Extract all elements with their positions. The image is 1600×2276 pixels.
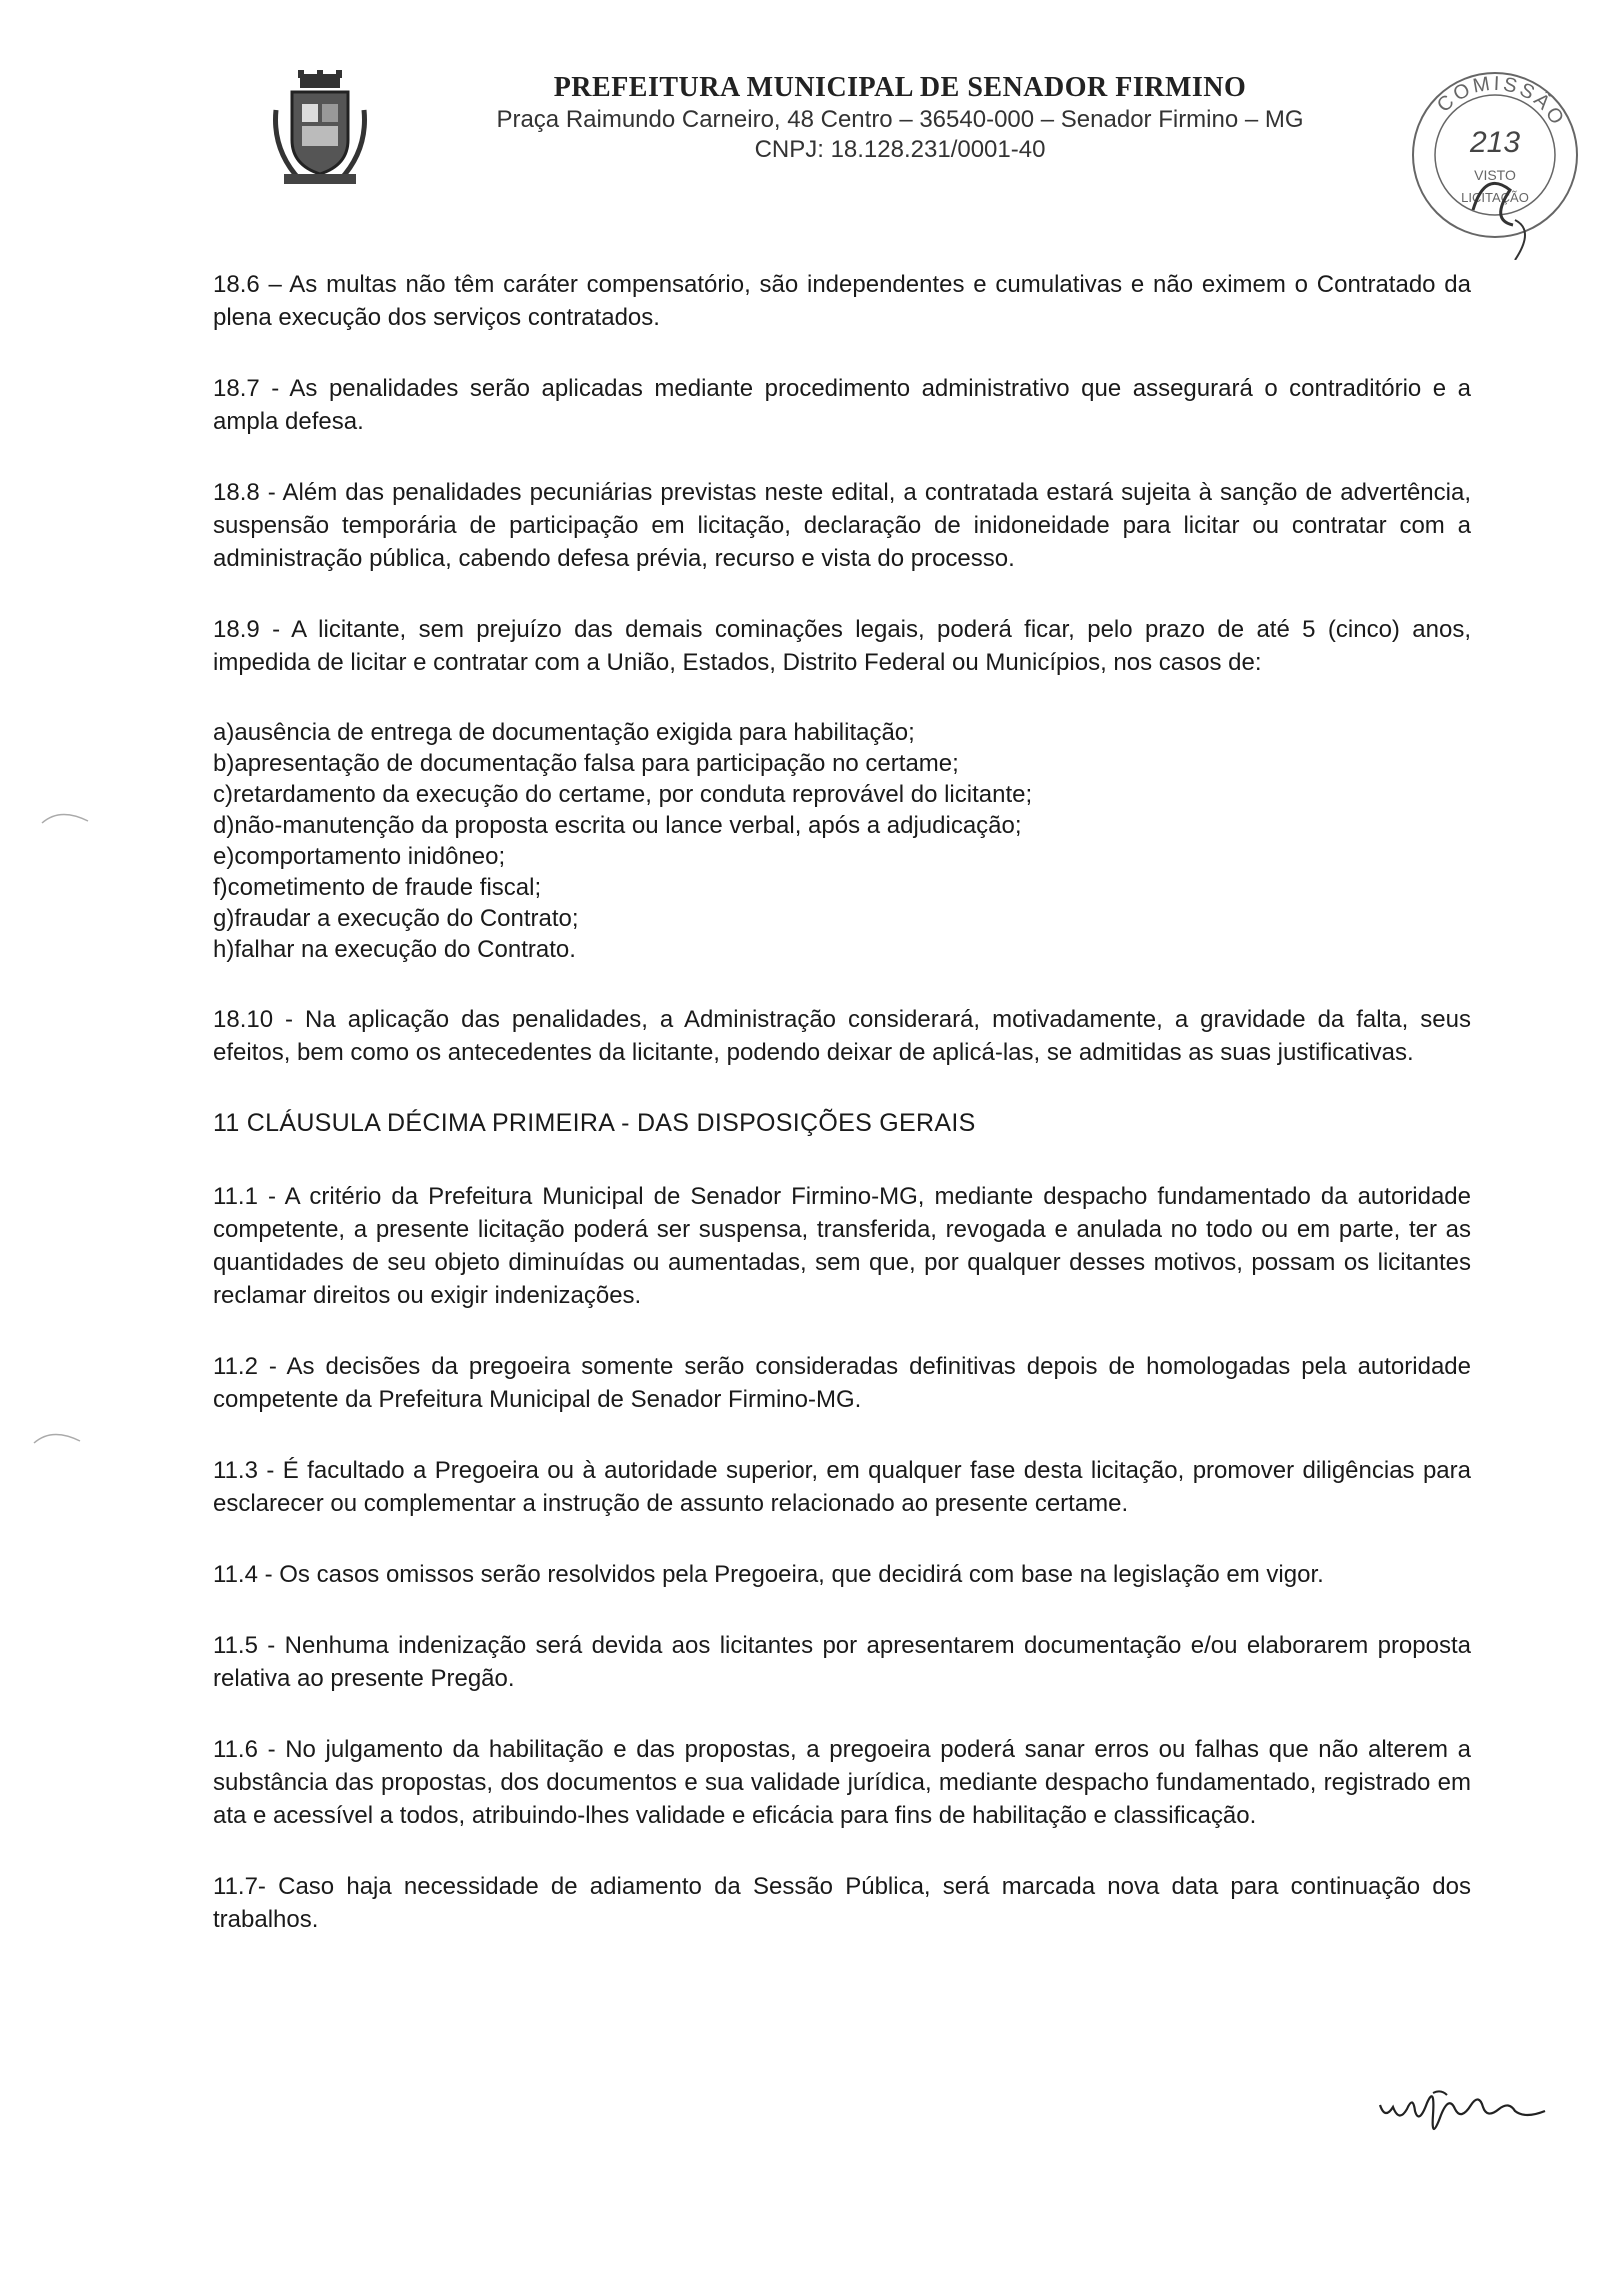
svg-text:LICITAÇÃO: LICITAÇÃO [1461,190,1529,205]
clause-11-6: 11.6 - No julgamento da habilitação e das propostas, a pregoeira poderá sanar erros ou falhas que não alterem a substância das propostas, dos documentos e sua validade jurídica, mediante despacho fundamentado, registrado em ata e acessível a todos, atribuindo-lhes validade e eficácia para fins de habilitação e classificação. [213,1736,1471,1829]
list-item: e)comportamento inidôneo; [213,843,506,870]
punch-hole-mark-icon [40,805,90,825]
list-item: b)apresentação de documentação falsa para participação no certame; [213,750,959,777]
list-item: f)cometimento de fraude fiscal; [213,874,542,901]
clause-11-1: 11.1 - A critério da Prefeitura Municipal de Senador Firmino-MG, mediante despacho fundamentado da autoridade competente, a presente licitação poderá ser suspensa, transferida, revogada e anulada no todo ou em parte, ter as quantidades de seu objeto diminuídas ou aumentadas, sem que, por qualquer desses motivos, possam os licitantes reclamar direitos ou exigir indenizações. [213,1183,1471,1309]
penalty-cases-list [213,717,1471,965]
clause-18-7: 18.7 - As penalidades serão aplicadas mediante procedimento administrativo que assegurará o contraditório e a ampla defesa. [213,375,1471,435]
letterhead-title: PREFEITURA MUNICIPAL DE SENADOR FIRMINO [553,72,1247,103]
clause-18-6: 18.6 – As multas não têm caráter compensatório, são independentes e cumulativas e não eximem o Contratado da plena execução dos serviços contratados. [213,271,1471,331]
commission-stamp [1395,60,1595,260]
clause-11-7: 11.7- Caso haja necessidade de adiamento da Sessão Pública, será marcada nova data para continuação dos trabalhos. [213,1873,1471,1933]
clause-11-5: 11.5 - Nenhuma indenização será devida aos licitantes por apresentarem documentação e/ou elaborarem proposta relativa ao presente Pregão. [213,1632,1471,1692]
punch-hole-mark-icon [32,1425,82,1445]
letterhead-address: Praça Raimundo Carneiro, 48 Centro – 36540-000 – Senador Firmino – MG [496,106,1304,133]
svg-text:COMISSÃO: COMISSÃO [1433,72,1570,131]
document-body [213,268,1471,1974]
clause-11-2: 11.2 - As decisões da pregoeira somente serão consideradas definitivas depois de homologadas pela autoridade competente da Prefeitura Municipal de Senador Firmino-MG. [213,1353,1471,1413]
letterhead [400,72,1400,164]
letterhead-cnpj: CNPJ: 18.128.231/0001-40 [754,136,1046,163]
list-item: c)retardamento da execução do certame, por conduta reprovável do licitante; [213,781,1033,808]
handwritten-signature [1375,2075,1550,2145]
list-item: g)fraudar a execução do Contrato; [213,905,579,932]
clause-18-9: 18.9 - A licitante, sem prejuízo das demais cominações legais, poderá ficar, pelo prazo de até 5 (cinco) anos, impedida de licitar e contratar com a União, Estados, Distrito Federal ou Municípios, nos casos de: [213,616,1471,676]
section-heading: 11 CLÁUSULA DÉCIMA PRIMEIRA - DAS DISPOSIÇÕES GERAIS [213,1109,976,1137]
list-item: h)falhar na execução do Contrato. [213,936,576,963]
clause-18-10: 18.10 - Na aplicação das penalidades, a Administração considerará, motivadamente, a gravidade da falta, seus efeitos, bem como os antecedentes da licitante, podendo deixar de aplicá-las, se admitidas as suas justificativas. [213,1006,1471,1066]
clause-18-8: 18.8 - Além das penalidades pecuniárias previstas neste edital, a contratada estará sujeita à sanção de advertência, suspensão temporária de participação em licitação, declaração de inidoneidade para licitar ou contratar com a administração pública, cabendo defesa prévia, recurso e vista do processo. [213,479,1471,572]
list-item: d)não-manutenção da proposta escrita ou lance verbal, após a adjudicação; [213,812,1022,839]
svg-text:VISTO: VISTO [1474,167,1516,183]
clause-11-3: 11.3 - É facultado a Pregoeira ou à autoridade superior, em qualquer fase desta licitação, promover diligências para esclarecer ou complementar a instrução de assunto relacionado ao presente certame. [213,1457,1471,1517]
svg-text:213: 213 [1469,126,1521,159]
municipal-crest-icon [270,70,370,190]
list-item: a)ausência de entrega de documentação exigida para habilitação; [213,719,915,746]
clause-11-4: 11.4 - Os casos omissos serão resolvidos pela Pregoeira, que decidirá com base na legislação em vigor. [213,1561,1324,1588]
